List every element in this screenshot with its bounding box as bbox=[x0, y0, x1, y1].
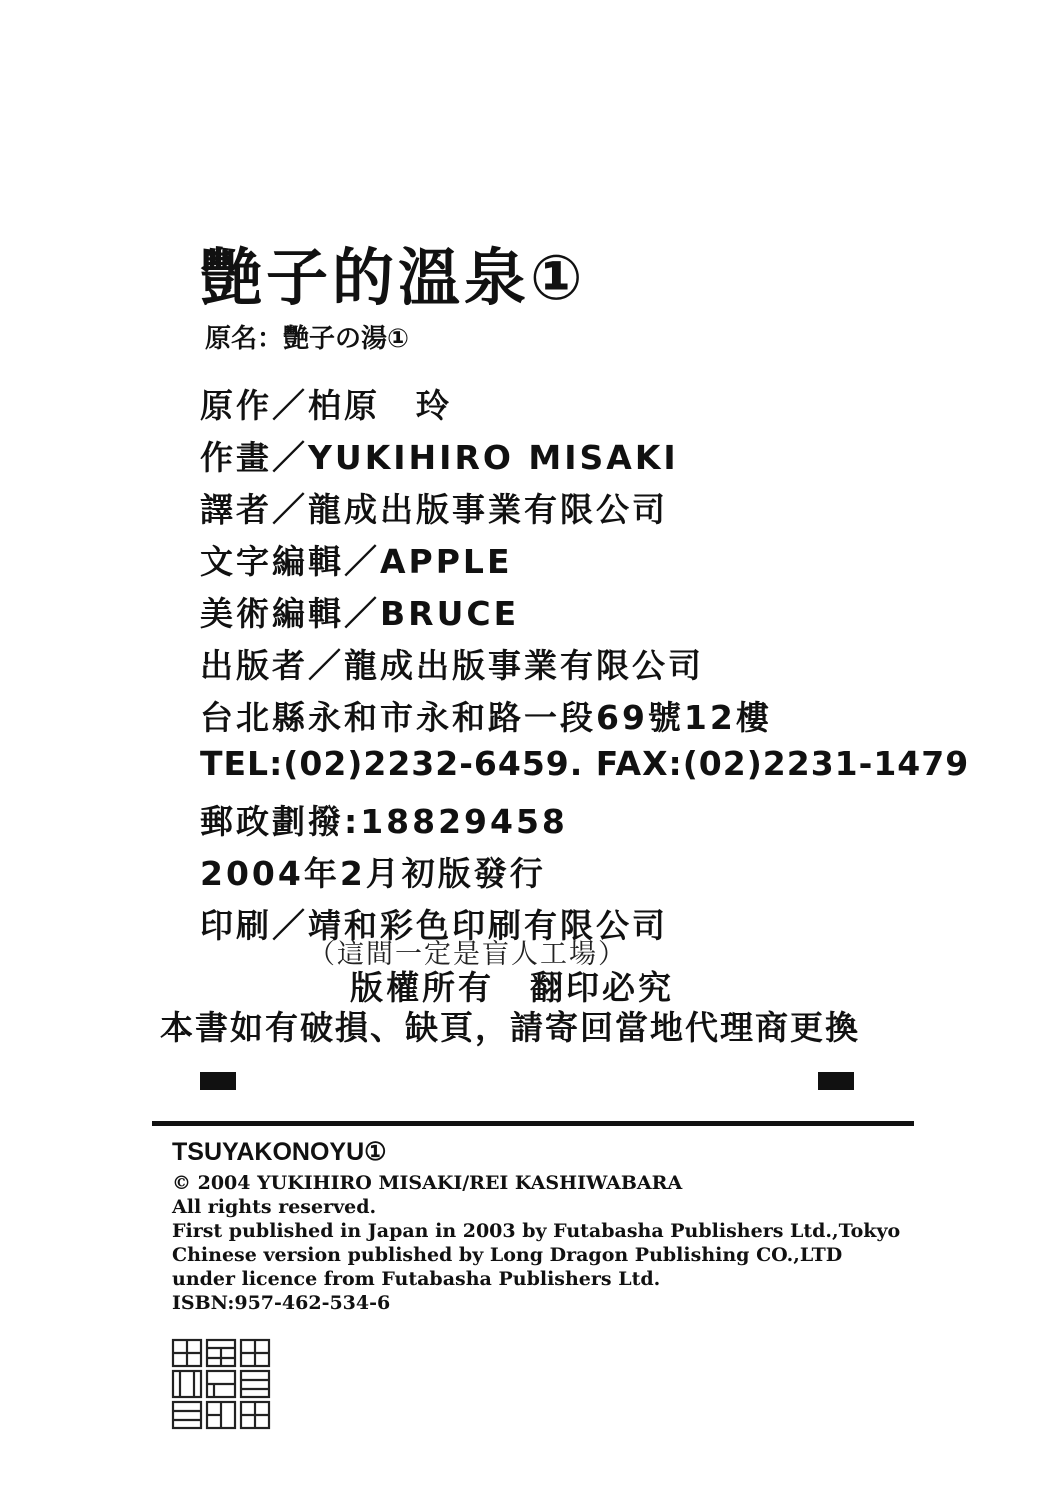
divider-rule bbox=[152, 1121, 914, 1126]
left-mark-block bbox=[200, 1072, 236, 1090]
credit-translator: 譯者／龍成出版事業有限公司 bbox=[200, 490, 668, 529]
isbn-line: ISBN:957-462-534-6 bbox=[172, 1292, 391, 1314]
english-title: TSUYAKONOYU① bbox=[172, 1138, 387, 1166]
original-name: 原名：艷子の湯① bbox=[205, 324, 410, 354]
publisher-seal-logo bbox=[170, 1336, 272, 1432]
rights-line: All rights reserved. bbox=[172, 1196, 377, 1218]
first-published-line: First published in Japan in 2003 by Futabasha Publishers Ltd.,Tokyo bbox=[172, 1220, 901, 1242]
credit-art-editor: 美術編輯／BRUCE bbox=[200, 594, 520, 633]
chinese-version-line: Chinese version published by Long Dragon Publishing CO.,LTD bbox=[172, 1244, 843, 1266]
licence-line: under licence from Futabasha Publishers Ltd. bbox=[172, 1268, 661, 1290]
edition-date: 2004年2月初版發行 bbox=[200, 854, 546, 893]
copyright-line: © 2004 YUKIHIRO MISAKI/REI KASHIWABARA bbox=[172, 1172, 683, 1194]
postal-transfer: 郵政劃撥:18829458 bbox=[200, 802, 568, 841]
rights-reserved: 版權所有 翻印必究 bbox=[350, 968, 674, 1007]
publisher-phone-fax: TEL:(02)2232-6459. FAX:(02)2231-1479 bbox=[200, 744, 970, 783]
credit-original-author: 原作／柏原 玲 bbox=[200, 386, 452, 425]
right-mark-block bbox=[818, 1072, 854, 1090]
credit-publisher: 出版者／龍成出版事業有限公司 bbox=[200, 646, 704, 685]
credit-printer: 印刷／靖和彩色印刷有限公司 bbox=[200, 906, 668, 945]
publisher-address: 台北縣永和市永和路一段69號12樓 bbox=[200, 698, 772, 737]
book-title: 艷子的溫泉① bbox=[200, 241, 587, 314]
credit-artist: 作畫／YUKIHIRO MISAKI bbox=[200, 438, 679, 477]
replacement-notice: 本書如有破損、缺頁，請寄回當地代理商更換 bbox=[160, 1008, 860, 1047]
printer-note: （這間一定是盲人工場） bbox=[308, 939, 627, 970]
credit-text-editor: 文字編輯／APPLE bbox=[200, 542, 513, 581]
